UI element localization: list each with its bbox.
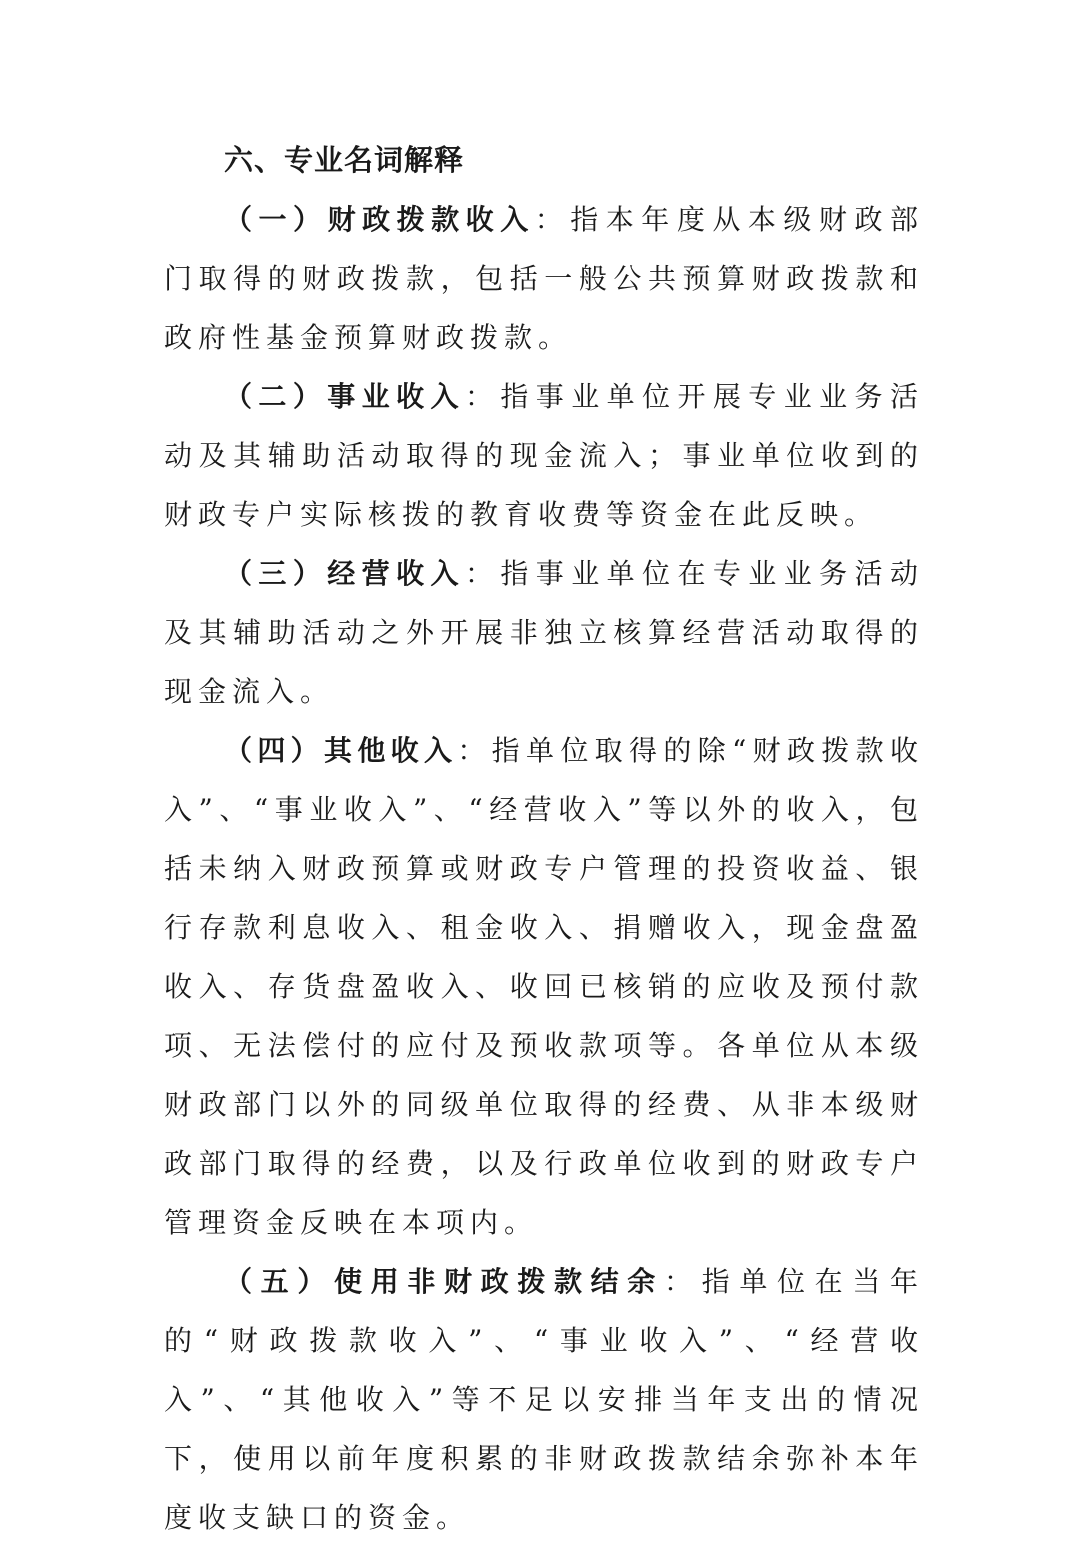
definition-paragraph <box>164 190 924 367</box>
term-separator: ： <box>457 734 492 767</box>
definition-text: 指单位取得的除“财政拨款收入”、“事业收入”、“经营收入”等以外的收入，包括未纳入财政预算或财政专户管理的投资收益、银行存款利息收入、租金收入、捐赠收入，现金盘盈收入、存货盘盈收入、收回已核销的应收及预付款项、无法偿付的应付及预收款项等。各单位从本级财政部门以外的同级单位取得的经费、从非本级财政部门取得的经费，以及行政单位收到的财政专户管理资金反映在本项内。 <box>164 734 924 1239</box>
term-separator: ： <box>534 203 571 236</box>
definition-text: 指本年度从本级财政部门取得的财政拨款，包括一般公共预算财政拨款和政府性基金预算财政拨款。 <box>164 203 924 354</box>
definition-paragraph <box>164 1252 924 1547</box>
term-separator: ： <box>464 380 501 413</box>
definition-paragraph <box>164 544 924 721</box>
definition-text: 指事业单位在专业业务活动及其辅助活动之外开展非独立核算经营活动取得的现金流入。 <box>164 557 924 708</box>
definition-term: （二）事业收入 <box>224 380 465 413</box>
term-separator: ： <box>464 557 501 590</box>
section-heading: 六、专业名词解释 <box>224 143 465 177</box>
definition-paragraph <box>164 721 924 1252</box>
definition-term: （四）其他收入 <box>224 734 458 767</box>
definition-text: 指事业单位开展专业业务活动及其辅助活动取得的现金流入；事业单位收到的财政专户实际核拨的教育收费等资金在此反映。 <box>164 380 924 531</box>
definition-term: （一）财政拨款收入 <box>224 203 535 236</box>
definition-term: （三）经营收入 <box>224 557 465 590</box>
page-content <box>164 130 924 1547</box>
definition-term: （五）使用非财政拨款结余 <box>224 1265 664 1298</box>
definition-paragraph <box>164 367 924 544</box>
term-separator: ： <box>663 1265 702 1298</box>
definition-text: 指单位在当年的“财政拨款收入”、“事业收入”、“经营收入”、“其他收入”等不足以安排当年支出的情况下，使用以前年度积累的非财政拨款结余弥补本年度收支缺口的资金。 <box>164 1265 924 1534</box>
